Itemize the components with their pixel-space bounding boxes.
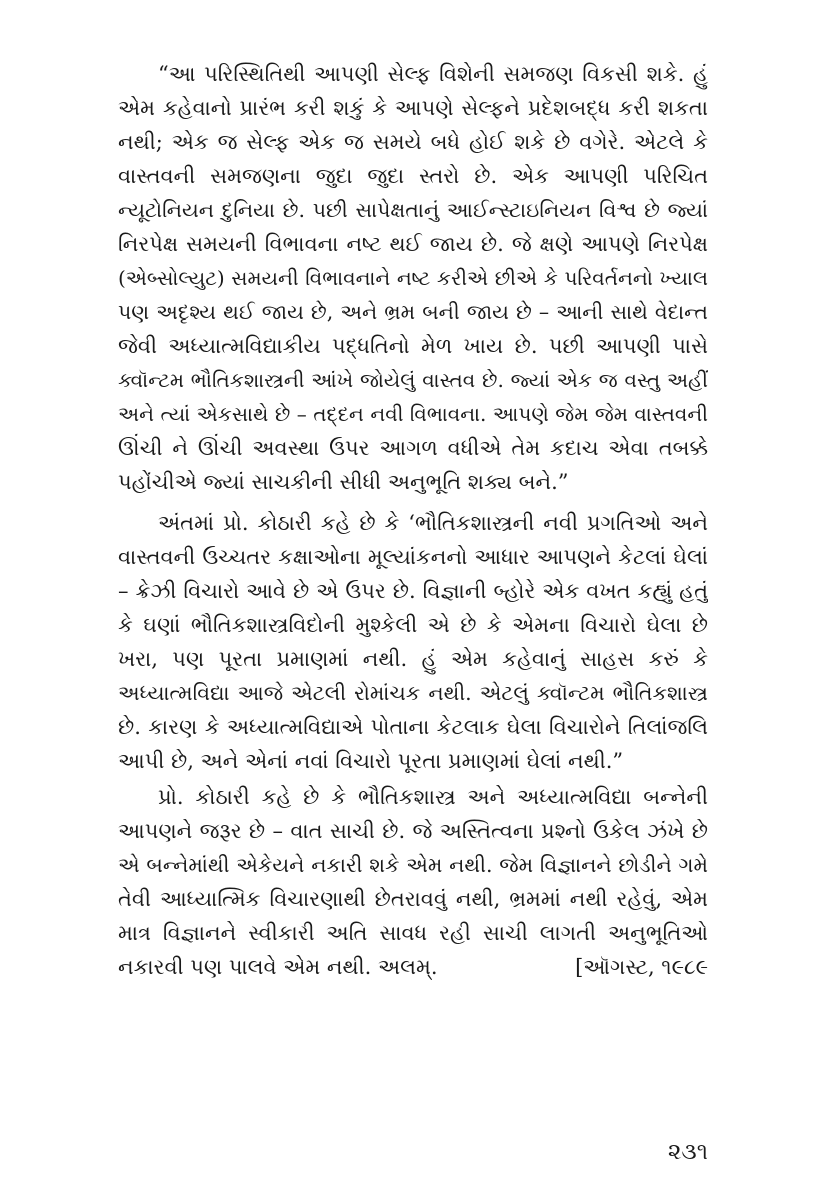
text-line: ન્યૂટોનિયન દુનિયા છે. પછી સાપેક્ષતાનું આઈન્સ્ટાઇનિયન વિશ્વ છે જ્યાં [118, 198, 708, 222]
text-line: માત્ર વિજ્ઞાનને સ્વીકારી અતિ સાવધ રહી સાચી લાગતી અનુભૂતિઓ [118, 921, 708, 945]
text-line: કે ઘણાં ભૌતિકશાસ્ત્રવિદોની મુશ્કેલી એ છે કે એમના વિચારો ઘેલા છે [118, 613, 708, 637]
text-line: છે. કારણ કે અધ્યાત્મવિદ્યાએ પોતાના કેટલાક ઘેલા વિચારોને તિલાંજલિ [118, 715, 708, 739]
date-line: [ઑગસ્ટ, ૧૯૮૯ [575, 955, 708, 979]
text-line: આપણને જરૂર છે – વાત સાચી છે. જે અસ્તિત્વના પ્રશ્નો ઉકેલ ઝંખે છે [118, 819, 708, 843]
text-line: પણ અદૃશ્ય થઈ જાય છે, અને ભ્રમ બની જાય છે – આની સાથે વેદાન્ત [118, 300, 708, 324]
page-number: ૨૩૧ [667, 1139, 708, 1165]
text-line: ઊંચી ને ઊંચી અવસ્થા ઉપર આગળ વધીએ તેમ કદાચ એવા તબક્કે [118, 436, 708, 460]
text-line: “આ પરિસ્થિતિથી આપણી સેલ્ફ વિશેની સમજણ વિકસી શકે. હું [158, 62, 708, 86]
text-line: અંતમાં પ્રો. કોઠારી કહે છે કે ‘ભૌતિકશાસ્ત્રની નવી પ્રગતિઓ અને [158, 511, 708, 535]
text-line: નથી; એક જ સેલ્ફ એક જ સમયે બધે હોઈ શકે છે વગેરે. એટલે કે [118, 130, 708, 154]
text-line: વાસ્તવની સમજણના જુદા જુદા સ્તરો છે. એક આપણી પરિચિત [118, 164, 708, 188]
text-line: અને ત્યાં એકસાથે છે – તદ્દન નવી વિભાવના. આપણે જેમ જેમ વાસ્તવની [118, 402, 708, 426]
text-line: પહોંચીએ જ્યાં સાચકીની સીધી અનુભૂતિ શક્ય બને.” [118, 470, 569, 494]
text-line: પ્રો. કોઠારી કહે છે કે ભૌતિકશાસ્ત્ર અને અધ્યાત્મવિદ્યા બન્નેની [158, 785, 708, 809]
text-line: એ બન્નેમાંથી એકેયને નકારી શકે એમ નથી. જેમ વિજ્ઞાનને છોડીને ગમે [118, 853, 708, 877]
text-line: એમ કહેવાનો પ્રારંભ કરી શકું કે આપણે સેલ્ફને પ્રદેશબદ્ધ કરી શકતા [118, 96, 708, 120]
text-line: – ક્રેઝી વિચારો આવે છે એ ઉપર છે. વિજ્ઞાની બ્હોરે એક વખત કહ્યું હતું [118, 579, 708, 603]
text-line: નકારવી પણ પાલવે એમ નથી. અલમ્. [118, 955, 438, 979]
text-line: ક્વૉન્ટમ ભૌતિકશાસ્ત્રની આંખે જોયેલું વાસ્તવ છે. જ્યાં એક જ વસ્તુ અહીં [118, 368, 708, 392]
text-line: વાસ્તવની ઉચ્ચતર કક્ષાઓના મૂલ્યાંકનનો આધાર આપણને કેટલાં ઘેલાં [118, 545, 708, 569]
text-line: ખરા, પણ પૂરતા પ્રમાણમાં નથી. હું એમ કહેવાનું સાહસ કરું કે [118, 647, 708, 671]
text-line: (એબ્સોલ્યુટ) સમયની વિભાવનાને નષ્ટ કરીએ છીએ કે પરિવર્તનનો ખ્યાલ [118, 266, 708, 290]
text-line: જેવી અધ્યાત્મવિદ્યાકીય પદ્ધતિનો મેળ ખાય છે. પછી આપણી પાસે [118, 334, 708, 358]
text-line: અધ્યાત્મવિદ્યા આજે એટલી રોમાંચક નથી. એટલું ક્વૉન્ટમ ભૌતિકશાસ્ત્ર [118, 681, 708, 705]
text-line: નિરપેક્ષ સમયની વિભાવના નષ્ટ થઈ જાય છે. જે ક્ષણે આપણે નિરપેક્ષ [118, 232, 708, 256]
text-line: આપી છે, અને એનાં નવાં વિચારો પૂરતા પ્રમાણમાં ઘેલાં નથી.” [118, 749, 624, 773]
text-line: તેવી આધ્યાત્મિક વિચારણાથી છેતરાવવું નથી, ભ્રમમાં નથી રહેવું, એમ [118, 887, 708, 911]
